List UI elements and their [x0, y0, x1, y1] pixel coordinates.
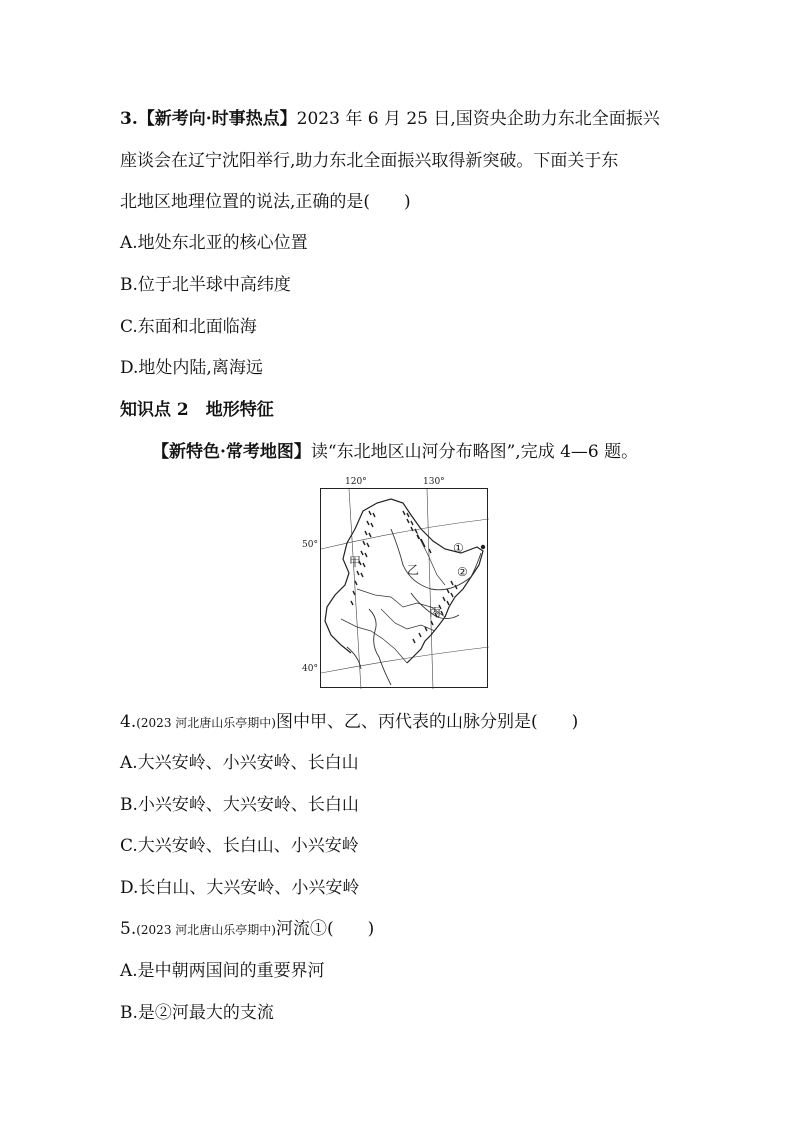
q3-stem-text: 2023 年 6 月 25 日,国资央企助力东北全面振兴	[296, 109, 660, 129]
q3-tag: 3.【新考向·时事热点】	[120, 109, 297, 129]
q5-option-a: A.是中朝两国间的重要界河	[120, 961, 325, 981]
q5-stem	[120, 918, 374, 941]
section-intro-text: 读“东北地区山河分布略图”,完成 4—6 题。	[310, 442, 639, 462]
map-label-river2: ②	[457, 565, 468, 579]
q3-stem-line1	[120, 108, 660, 130]
map-label-jia: 甲	[349, 555, 362, 569]
lat-label-40: 40°	[302, 664, 318, 674]
q3-option-a: A.地处东北亚的核心位置	[120, 233, 308, 253]
q4-stem	[120, 711, 578, 734]
map-drawing	[321, 489, 489, 689]
lat-label-50: 50°	[302, 540, 318, 550]
q4-option-b: B.小兴安岭、大兴安岭、长白山	[120, 795, 359, 815]
lon-label-120: 120°	[345, 477, 367, 487]
q4-option-a: A.大兴安岭、小兴安岭、长白山	[120, 753, 359, 773]
map-label-bing: 丙	[429, 605, 442, 619]
q3-stem-line2: 座谈会在辽宁沈阳举行,助力东北全面振兴取得新突破。下面关于东	[120, 151, 619, 171]
q4-number: 4.	[120, 712, 137, 732]
q5-source: (2023 河北唐山乐亭期中)	[136, 923, 276, 937]
northeast-map	[320, 488, 488, 688]
q4-option-c: C.大兴安岭、长白山、小兴安岭	[120, 836, 359, 856]
map-label-yi: 乙	[407, 563, 420, 577]
q4-stem-text: 图中甲、乙、丙代表的山脉分别是( )	[275, 712, 579, 732]
q4-source: (2023 河北唐山乐亭期中)	[136, 716, 276, 730]
q4-option-d: D.长白山、大兴安岭、小兴安岭	[120, 878, 360, 898]
section-intro	[152, 441, 638, 463]
q3-option-b: B.位于北半球中高纬度	[120, 275, 291, 295]
q3-stem-line3: 北地区地理位置的说法,正确的是( )	[120, 192, 411, 212]
q5-option-b: B.是②河最大的支流	[120, 1003, 274, 1023]
map-label-river1: ①	[453, 541, 464, 555]
section-intro-tag: 【新特色·常考地图】	[152, 442, 311, 462]
lon-label-130: 130°	[423, 477, 445, 487]
q5-number: 5.	[120, 919, 137, 939]
section-title: 知识点 2 地形特征	[120, 400, 274, 420]
q3-option-d: D.地处内陆,离海远	[120, 358, 263, 378]
q5-stem-text: 河流①( )	[275, 919, 375, 939]
q3-option-c: C.东面和北面临海	[120, 317, 257, 337]
